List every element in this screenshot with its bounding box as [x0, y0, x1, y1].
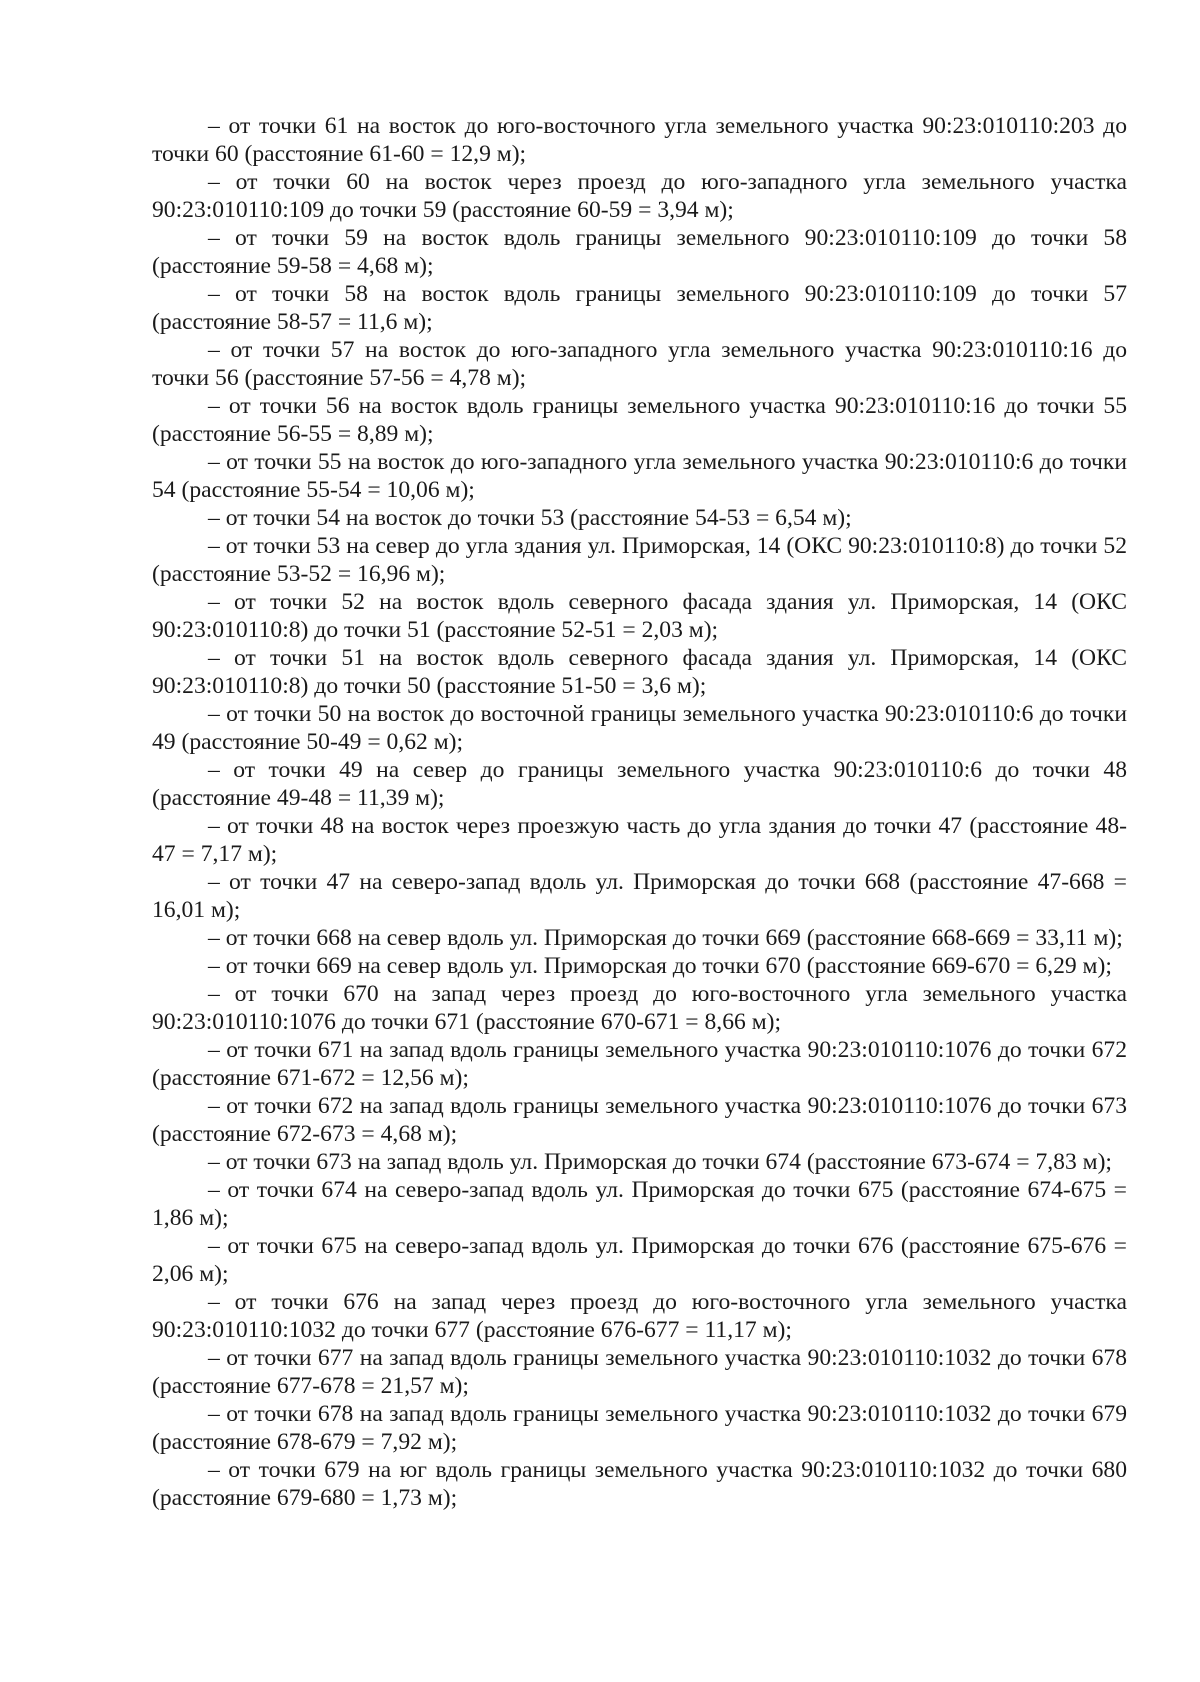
- boundary-segment-paragraph: – от точки 668 на север вдоль ул. Приморская до точки 669 (расстояние 668-669 = 33,11 м);: [208, 925, 1123, 951]
- boundary-segment-paragraph: – от точки 47 на северо-запад вдоль ул. Приморская до точки 668 (расстояние 47-668 = 16,01 м);: [152, 869, 1127, 923]
- boundary-segment-paragraph: – от точки 674 на северо-запад вдоль ул. Приморская до точки 675 (расстояние 674-675 = 1,86 м);: [152, 1177, 1127, 1231]
- boundary-segment-paragraph: – от точки 61 на восток до юго-восточного угла земельного участка 90:23:010110:203 до точки 60 (расстояние 61-60 = 12,9 м);: [152, 113, 1127, 167]
- boundary-segment-paragraph: – от точки 55 на восток до юго-западного угла земельного участка 90:23:010110:6 до точки 54 (расстояние 55-54 = 10,06 м);: [152, 449, 1127, 503]
- boundary-segment-paragraph: – от точки 48 на восток через проезжую часть до угла здания до точки 47 (расстояние 48-47 = 7,17 м);: [152, 813, 1127, 867]
- boundary-segment-paragraph: – от точки 49 на север до границы земельного участка 90:23:010110:6 до точки 48 (расстояние 49-48 = 11,39 м);: [152, 757, 1127, 811]
- boundary-segment-paragraph: – от точки 51 на восток вдоль северного фасада здания ул. Приморская, 14 (ОКС 90:23:010110:8) до точки 50 (расстояние 51-50 = 3,6 м);: [152, 645, 1127, 699]
- boundary-segment-paragraph: – от точки 670 на запад через проезд до юго-восточного угла земельного участка 90:23:010110:1076 до точки 671 (расстояние 670-671 = 8,66 м);: [152, 981, 1127, 1035]
- boundary-segment-paragraph: – от точки 53 на север до угла здания ул. Приморская, 14 (ОКС 90:23:010110:8) до точки 52 (расстояние 53-52 = 16,96 м);: [152, 533, 1127, 587]
- boundary-segment-paragraph: – от точки 679 на юг вдоль границы земельного участка 90:23:010110:1032 до точки 680 (расстояние 679-680 = 1,73 м);: [152, 1457, 1127, 1511]
- boundary-segment-paragraph: – от точки 60 на восток через проезд до юго-западного угла земельного участка 90:23:010110:109 до точки 59 (расстояние 60-59 = 3,94 м);: [152, 169, 1127, 223]
- boundary-segment-paragraph: – от точки 672 на запад вдоль границы земельного участка 90:23:010110:1076 до точки 673 (расстояние 672-673 = 4,68 м);: [152, 1093, 1127, 1147]
- boundary-segment-paragraph: – от точки 58 на восток вдоль границы земельного 90:23:010110:109 до точки 57 (расстояние 58-57 = 11,6 м);: [152, 281, 1127, 335]
- boundary-segment-paragraph: – от точки 56 на восток вдоль границы земельного участка 90:23:010110:16 до точки 55 (расстояние 56-55 = 8,89 м);: [152, 393, 1127, 447]
- boundary-segment-paragraph: – от точки 671 на запад вдоль границы земельного участка 90:23:010110:1076 до точки 672 (расстояние 671-672 = 12,56 м);: [152, 1037, 1127, 1091]
- boundary-segment-paragraph: – от точки 669 на север вдоль ул. Приморская до точки 670 (расстояние 669-670 = 6,29 м);: [208, 953, 1112, 979]
- boundary-segment-paragraph: – от точки 675 на северо-запад вдоль ул. Приморская до точки 676 (расстояние 675-676 = 2,06 м);: [152, 1233, 1127, 1287]
- boundary-segment-paragraph: – от точки 50 на восток до восточной границы земельного участка 90:23:010110:6 до точки 49 (расстояние 50-49 = 0,62 м);: [152, 701, 1127, 755]
- boundary-segment-paragraph: – от точки 677 на запад вдоль границы земельного участка 90:23:010110:1032 до точки 678 (расстояние 677-678 = 21,57 м);: [152, 1345, 1127, 1399]
- boundary-segment-paragraph: – от точки 59 на восток вдоль границы земельного 90:23:010110:109 до точки 58 (расстояние 59-58 = 4,68 м);: [152, 225, 1127, 279]
- boundary-segment-paragraph: – от точки 678 на запад вдоль границы земельного участка 90:23:010110:1032 до точки 679 (расстояние 678-679 = 7,92 м);: [152, 1401, 1127, 1455]
- boundary-description: [152, 112, 1127, 1512]
- boundary-segment-paragraph: – от точки 52 на восток вдоль северного фасада здания ул. Приморская, 14 (ОКС 90:23:010110:8) до точки 51 (расстояние 52-51 = 2,03 м);: [152, 589, 1127, 643]
- boundary-segment-paragraph: – от точки 57 на восток до юго-западного угла земельного участка 90:23:010110:16 до точки 56 (расстояние 57-56 = 4,78 м);: [152, 337, 1127, 391]
- boundary-segment-paragraph: – от точки 676 на запад через проезд до юго-восточного угла земельного участка 90:23:010110:1032 до точки 677 (расстояние 676-677 = 11,17 м);: [152, 1289, 1127, 1343]
- boundary-segment-paragraph: – от точки 673 на запад вдоль ул. Приморская до точки 674 (расстояние 673-674 = 7,83 м);: [208, 1149, 1112, 1175]
- boundary-segment-paragraph: – от точки 54 на восток до точки 53 (расстояние 54-53 = 6,54 м);: [208, 505, 852, 531]
